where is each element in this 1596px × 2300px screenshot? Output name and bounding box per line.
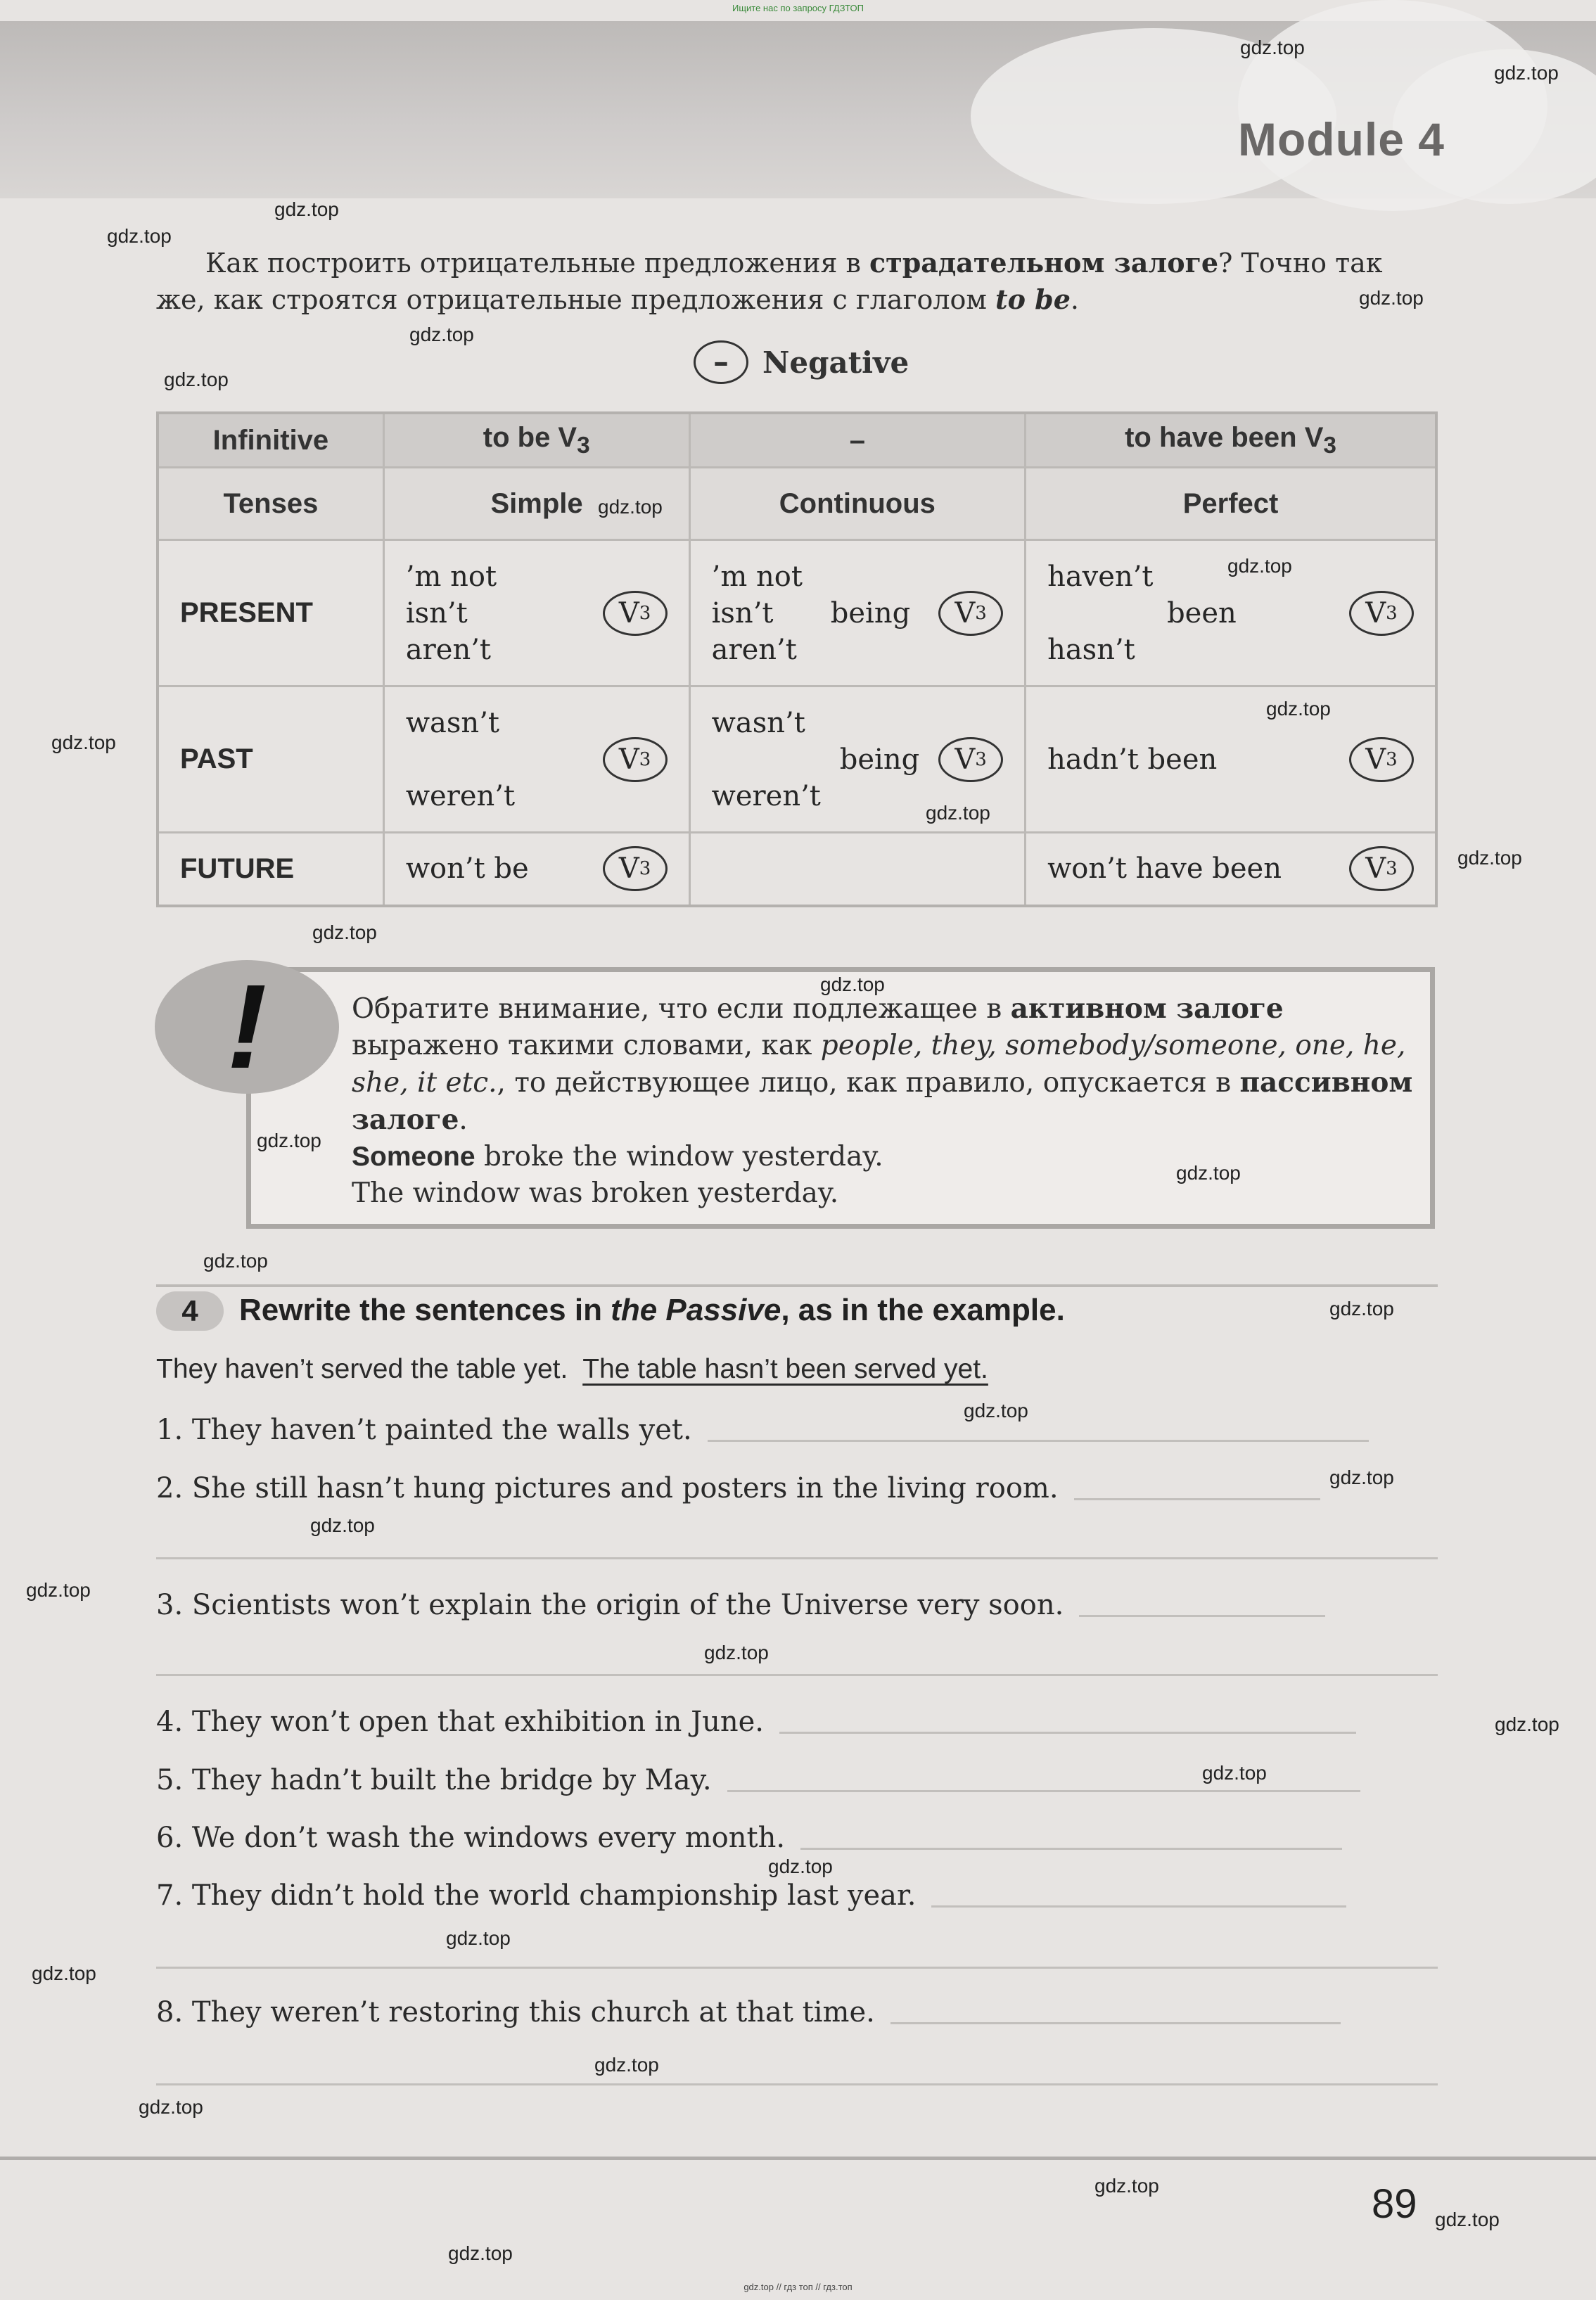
form-text: wasn’t (711, 706, 805, 739)
exercise-number: 4 (156, 1291, 224, 1331)
negative-label: Negative (762, 345, 909, 380)
watermark: gdz.top (768, 1855, 833, 1877)
answer-line[interactable] (727, 1790, 1360, 1792)
form-text: weren’t (711, 779, 821, 812)
answer-line[interactable] (931, 1905, 1346, 1908)
present-continuous-cell (689, 540, 1025, 686)
watermark: gdz.top (1457, 847, 1522, 869)
v3-badge (603, 591, 668, 636)
note-text: , то действующее лицо, как правило, опускается в (497, 1067, 1240, 1099)
v3-sub: 3 (975, 602, 987, 624)
exclamation-icon: ! (155, 960, 339, 1094)
exercise-divider (156, 1284, 1438, 1287)
v3-sub: 3 (639, 602, 651, 624)
tense-past: PAST (158, 686, 383, 833)
form-text: won’t be (405, 852, 529, 886)
v3-sub: 3 (639, 858, 651, 880)
header-continuous: Continuous (689, 468, 1025, 540)
watermark: gdz.top (964, 1400, 1028, 1421)
watermark: gdz.top (1240, 37, 1305, 58)
exercise-title-text: Rewrite the sentences in (239, 1293, 611, 1327)
form-text: aren’t (711, 633, 797, 666)
form-text: isn’t (405, 596, 468, 630)
exercise-title-text: , as in the example. (781, 1293, 1065, 1327)
form-text: hasn’t (1047, 633, 1135, 666)
watermark: gdz.top (1227, 555, 1292, 577)
v3-sub: 3 (1386, 748, 1398, 770)
note-example-active (352, 1139, 1415, 1175)
intro-paragraph (156, 245, 1438, 318)
sentence-7 (156, 1879, 1346, 1912)
watermark: gdz.top (107, 225, 172, 247)
watermark: gdz.top (598, 496, 663, 518)
watermark: gdz.top (1435, 2209, 1500, 2230)
answer-line[interactable] (800, 1848, 1342, 1850)
intro-bold-term: страдательном залоге (869, 247, 1219, 279)
exercise-title-italic: the Passive (611, 1293, 781, 1327)
v3-main: V (955, 743, 976, 776)
watermark: gdz.top (312, 921, 377, 943)
sentence-text: 3. Scientists won’t explain the origin of the Universe very soon. (156, 1589, 1064, 1621)
watermark: gdz.top (1494, 62, 1559, 84)
watermark: gdz.top (257, 1130, 321, 1151)
simple-infinitive-text: to be V (483, 421, 577, 453)
note-text: . (459, 1104, 468, 1136)
aux-being: being (830, 596, 911, 630)
v3-badge (603, 846, 668, 891)
v3-main: V (618, 852, 639, 886)
header-perfect: Perfect (1026, 468, 1436, 540)
perfect-infinitive-text: to have been V (1125, 421, 1324, 453)
header-simple: Simple (383, 468, 689, 540)
note-bold-term: пассивном залоге (352, 1066, 1413, 1136)
table-row-past (158, 686, 1436, 833)
v3-badge (938, 591, 1003, 636)
sentence-5 (156, 1764, 1360, 1796)
attention-note-text (352, 990, 1415, 1212)
future-simple-cell (383, 833, 689, 906)
sentence-text: 1. They haven’t painted the walls yet. (156, 1414, 692, 1446)
watermark: gdz.top (1266, 698, 1331, 720)
sentence-text: 4. They won’t open that exhibition in June. (156, 1706, 765, 1738)
watermark: gdz.top (446, 1927, 511, 1949)
v3-badge (1349, 591, 1414, 636)
simple-infinitive-sub: 3 (577, 432, 590, 459)
watermark: gdz.top (164, 369, 229, 390)
v3-sub: 3 (1386, 858, 1398, 880)
note-example-subject: Someone (352, 1142, 475, 1172)
exercise-title (239, 1293, 1065, 1328)
form-text: aren’t (405, 633, 492, 666)
watermark: gdz.top (704, 1642, 769, 1663)
tense-future: FUTURE (158, 833, 383, 906)
watermark: gdz.top (32, 1962, 96, 1984)
sentence-4 (156, 1706, 1356, 1738)
form-text: won’t have been (1047, 852, 1282, 886)
sentence-text: 8. They weren’t restoring this church at that time. (156, 1996, 875, 2029)
form-text: hadn’t been (1047, 743, 1218, 776)
answer-line[interactable] (708, 1440, 1369, 1442)
v3-main: V (618, 596, 639, 630)
exercise-example (156, 1354, 988, 1385)
negative-heading (694, 340, 909, 384)
future-perfect-cell (1026, 833, 1436, 906)
present-simple-cell (383, 540, 689, 686)
example-answer: The table hasn’t been served yet. (582, 1354, 988, 1384)
header-tenses: Tenses (158, 468, 383, 540)
example-question: They haven’t served the table yet. (156, 1354, 568, 1384)
intro-text: . (1070, 284, 1079, 315)
past-simple-cell (383, 686, 689, 833)
note-example-passive: The window was broken yesterday. (352, 1177, 839, 1209)
answer-line[interactable] (156, 1557, 1438, 1559)
future-continuous-cell (689, 833, 1025, 906)
answer-line[interactable] (156, 1967, 1438, 1969)
watermark: gdz.top (1176, 1162, 1241, 1184)
form-text: haven’t (1047, 560, 1154, 593)
watermark: gdz.top (926, 802, 990, 824)
sentence-3 (156, 1589, 1325, 1621)
header-infinitive: Infinitive (158, 413, 383, 468)
v3-sub: 3 (975, 748, 987, 770)
v3-main: V (1365, 852, 1386, 886)
watermark: gdz.top (139, 2096, 203, 2118)
answer-line[interactable] (1079, 1615, 1325, 1617)
note-bold-term: активном залоге (1010, 992, 1284, 1025)
perfect-infinitive-sub: 3 (1323, 432, 1336, 459)
note-example-rest: broke the window yesterday. (475, 1141, 883, 1173)
note-text: выражено такими словами, как (352, 1030, 821, 1061)
header-perfect-infinitive (1026, 413, 1436, 468)
form-text: ’m not (405, 560, 497, 593)
page-number: 89 (1372, 2181, 1417, 2227)
answer-line[interactable] (890, 2022, 1341, 2024)
watermark: gdz.top (310, 1514, 375, 1536)
table-row-infinitive (158, 413, 1436, 468)
note-text: Обратите внимание, что если подлежащее в (352, 993, 1011, 1025)
v3-main: V (1365, 743, 1386, 776)
module-title: Module 4 (1238, 113, 1445, 165)
sentence-8 (156, 1996, 1341, 2029)
sentence-2 (156, 1472, 1320, 1504)
header-continuous-infinitive: – (689, 413, 1025, 468)
table-row-future (158, 833, 1436, 906)
v3-sub: 3 (639, 748, 651, 770)
intro-italic-term: to be (995, 283, 1071, 315)
module-header-band (0, 21, 1596, 198)
v3-badge (1349, 846, 1414, 891)
watermark: gdz.top (448, 2242, 513, 2264)
watermark: gdz.top (594, 2054, 659, 2076)
form-text: wasn’t (405, 706, 499, 739)
v3-sub: 3 (1386, 602, 1398, 624)
intro-text: ? Точно так же, как строятся отрицательные предложения с глаголом (156, 248, 1383, 315)
v3-main: V (955, 596, 976, 630)
tense-present: PRESENT (158, 540, 383, 686)
v3-badge (603, 737, 668, 782)
watermark: gdz.top (274, 198, 339, 220)
watermark: gdz.top (51, 731, 116, 753)
intro-text: Как построить отрицательные предложения в (205, 248, 870, 279)
sentence-text: 2. She still hasn’t hung pictures and posters in the living room. (156, 1472, 1059, 1504)
footer-divider (0, 2157, 1596, 2160)
aux-been: been (1167, 596, 1237, 630)
sentence-text: 5. They hadn’t built the bridge by May. (156, 1764, 712, 1796)
note-italic-list: people, they, somebody/someone, one, he, she, it etc. (352, 1030, 1406, 1099)
form-text: isn’t (711, 596, 774, 630)
watermark: gdz.top (1329, 1298, 1394, 1320)
watermark: gdz.top (409, 324, 474, 345)
minus-icon: – (694, 340, 748, 384)
watermark: gdz.top (1202, 1762, 1267, 1784)
answer-line[interactable] (1074, 1498, 1320, 1500)
aux-being: being (839, 743, 920, 776)
answer-line[interactable] (156, 2083, 1438, 2085)
watermark: gdz.top (26, 1579, 91, 1601)
passive-negative-table (156, 411, 1438, 907)
watermark: gdz.top (1094, 2175, 1159, 2197)
header-simple-infinitive (383, 413, 689, 468)
v3-main: V (618, 743, 639, 776)
watermark: gdz.top (203, 1250, 268, 1272)
form-text: ’m not (711, 560, 803, 593)
watermark: gdz.top (1329, 1467, 1394, 1488)
watermark: gdz.top (1495, 1713, 1559, 1735)
answer-line[interactable] (779, 1732, 1356, 1734)
watermark: gdz.top (1359, 287, 1424, 309)
form-text: weren’t (405, 779, 516, 812)
sentence-1 (156, 1414, 1369, 1446)
sentence-text: 6. We don’t wash the windows every month. (156, 1822, 786, 1854)
top-banner-note: Ищите нас по запросу ГДЗТОП (732, 3, 864, 13)
watermark: gdz.top (820, 973, 885, 995)
v3-main: V (1365, 596, 1386, 630)
bottom-banner-note: gdz.top // гдз топ // гдз.топ (743, 2282, 853, 2292)
past-perfect-cell (1026, 686, 1436, 833)
table-row-tenses (158, 468, 1436, 540)
sentence-text: 7. They didn’t hold the world championship last year. (156, 1879, 917, 1912)
v3-badge (1349, 737, 1414, 782)
sentence-6 (156, 1822, 1342, 1854)
v3-badge (938, 737, 1003, 782)
answer-line[interactable] (156, 1674, 1438, 1676)
